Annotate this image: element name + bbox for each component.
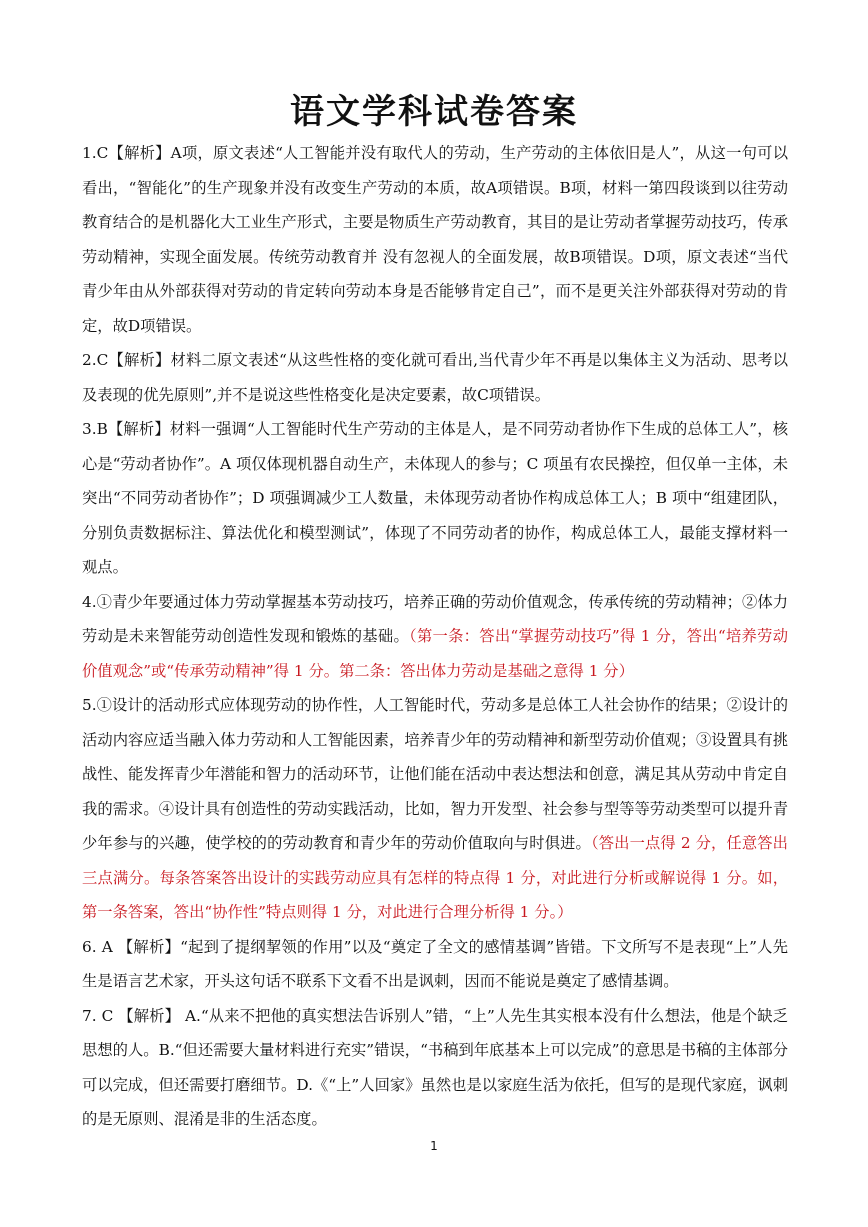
answer-text: 4.①青少年要通过体力劳动掌握基本劳动技巧，培养正确的劳动价值观念，传承传统的劳动精神；②体力劳动是未来智能劳动创造性发现和锻炼的基础。 — [82, 592, 788, 645]
scoring-note: （第一条：答出“掌握劳动技巧”得 1 分，答出“培养劳动价值观念”或“传承劳动精神”得 1 分。第二条：答出体力劳动是基础之意得 1 分） — [82, 627, 788, 680]
answer-text: 2.C【解析】材料二原文表述“从这些性格的变化就可看出,当代青少年不再是以集体主义为活动、思考以及表现的优先原则”,并不是说这些性格变化是决定要素，故C项错误。 — [82, 351, 788, 404]
answer-item-7 — [82, 999, 788, 1137]
answer-item-5 — [82, 688, 788, 930]
answer-text: 7. C 【解析】 A.“从来不把他的真实想法告诉别人”错，“上”人先生其实根本没有什么想法，他是个缺乏思想的人。B.“但还需要大量材料进行充实”错误，“书稿到年底基本上可以完成”的意思是书稿的主体部分可以完成，但还需要打磨细节。D.《“上”人回家》虽然也是以家庭生活为依托，但写的是现代家庭，讽刺的是无原则、混淆是非的生活态度。 — [82, 1006, 788, 1128]
answer-text: 5.①设计的活动形式应体现劳动的协作性，人工智能时代，劳动多是总体工人社会协作的结果；②设计的活动内容应适当融入体力劳动和人工智能因素，培养青少年的劳动精神和新型劳动价值观；③设置具有挑战性、能发挥青少年潜能和智力的活动环节，让他们能在活动中表达想法和创意，满足其从劳动中肯定自我的需求。④设计具有创造性的劳动实践活动，比如，智力开发型、社会参与型等等劳动类型可以提升青少年参与的兴趣，使学校的的劳动教育和青少年的劳动价值取向与时俱进。 — [82, 696, 788, 852]
answer-text: 3.B【解析】材料一强调“人工智能时代生产劳动的主体是人，是不同劳动者协作下生成的总体工人”，核心是“劳动者协作”。A 项仅体现机器自动生产，未体现人的参与；C 项虽有农民操控，但仅单一主体，未突出“不同劳动者协作”；D 项强调减少工人数量，未体现劳动者协作构成总体工人；B 项中“组建团队，分别负责数据标注、算法优化和模型测试”，体现了不同劳动者的协作，构成总体工人，最能支撑材料一观点。 — [82, 420, 788, 576]
answer-list — [82, 136, 788, 1137]
page-title: 语文学科试卷答案 — [290, 92, 578, 132]
answer-item-1 — [82, 136, 788, 343]
answer-text: 1.C【解析】A项，原文表述“人工智能并没有取代人的劳动，生产劳动的主体依旧是人”，从这一句可以看出，“智能化”的生产现象并没有改变生产劳动的本质，故A项错误。B项，材料一第四段谈到以往劳动教育结合的是机器化大工业生产形式，主要是物质生产劳动教育，其目的是让劳动者掌握劳动技巧，传承劳动精神，实现全面发展。传统劳动教育并 没有忽视人的全面发展，故B项错误。D项，原文表述“当代青少年由从外部获得对劳动的肯定转向劳动本身是否能够肯定自己”，而不是更关注外部获得对劳动的肯定，故D项错误。 — [82, 144, 788, 335]
answer-item-6 — [82, 930, 788, 999]
answer-item-4 — [82, 585, 788, 689]
answer-item-2 — [82, 343, 788, 412]
page-number: 1 — [430, 1139, 438, 1153]
scoring-note: （答出一点得 2 分，任意答出三点满分。每条答案答出设计的实践劳动应具有怎样的特点得 1 分，对此进行分析或解说得 1 分。如，第一条答案，答出“协作性”特点则得 1 分，对此进行合理分析得 1 分。） — [82, 834, 788, 921]
answer-text: 6. A 【解析】“起到了提纲挈领的作用”以及“奠定了全文的感情基调”皆错。下文所写不是表现“上”人先生是语言艺术家，开头这句话不联系下文看不出是讽刺，因而不能说是奠定了感情基调。 — [82, 937, 788, 990]
answer-item-3 — [82, 412, 788, 585]
